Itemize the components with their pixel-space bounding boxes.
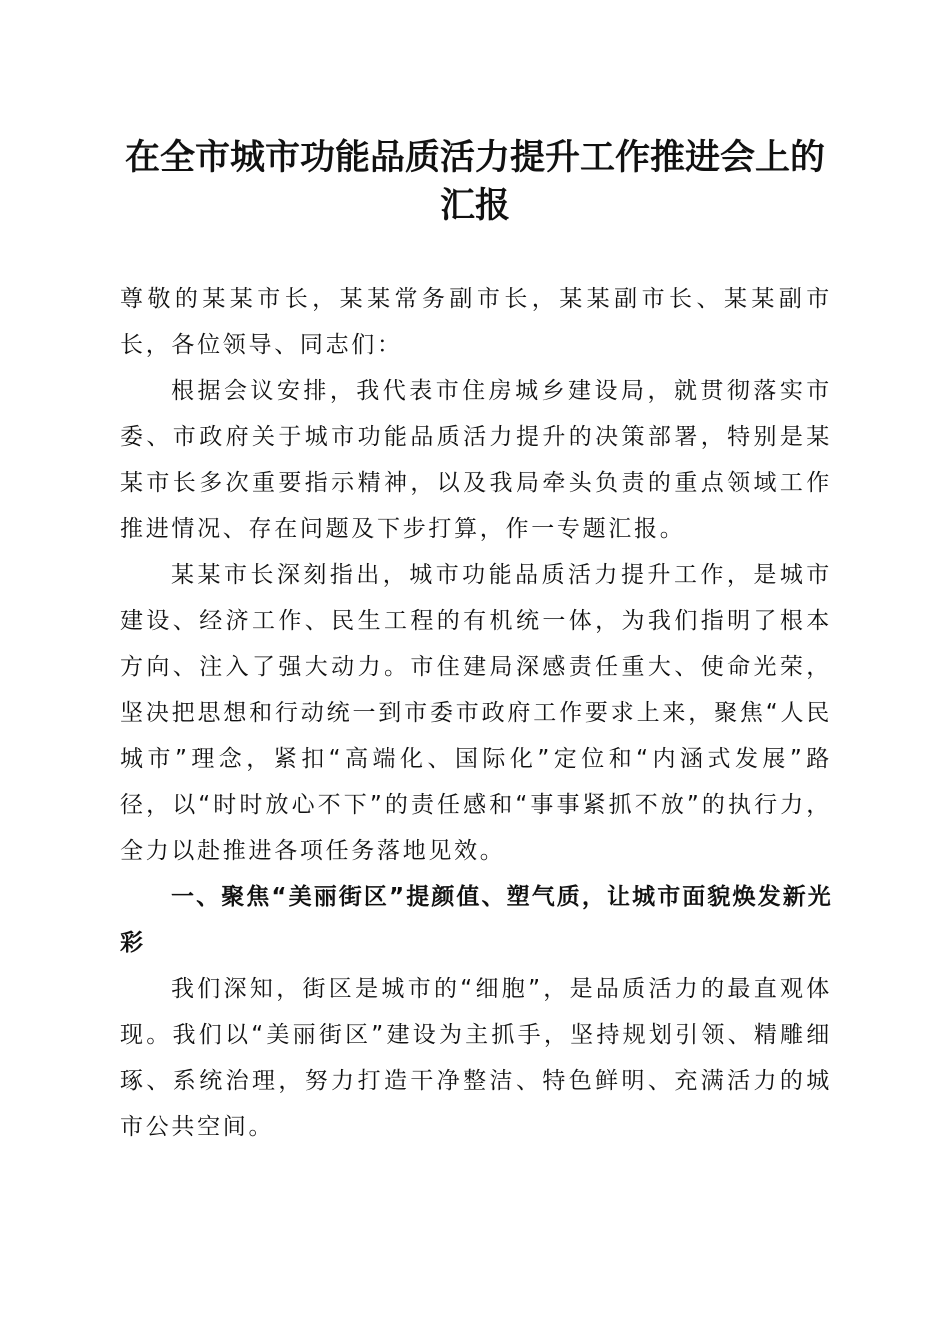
document-body bbox=[120, 276, 832, 1150]
section-heading-1: 一、聚焦“美丽街区”提颜值、塑气质，让城市面貌焕发新光彩 bbox=[120, 884, 832, 956]
paragraph-meeting-arrangement: 根据会议安排，我代表市住房城乡建设局，就贯彻落实市委、市政府关于城市功能品质活力提升的决策部署，特别是某某市长多次重要指示精神，以及我局牵头负责的重点领域工作推进情况、存在问题及下步打算，作一专题汇报。 bbox=[120, 378, 832, 542]
salutation: 尊敬的某某市长，某某常务副市长，某某副市长、某某副市长，各位领导、同志们： bbox=[120, 286, 832, 358]
paragraph-beautiful-streets: 我们深知，街区是城市的“细胞”，是品质活力的最直观体现。我们以“美丽街区”建设为主抓手，坚持规划引领、精雕细琢、系统治理，努力打造干净整洁、特色鲜明、充满活力的城市公共空间。 bbox=[120, 976, 832, 1140]
document-title bbox=[110, 134, 840, 230]
paragraph-mayor-instruction: 某某市长深刻指出，城市功能品质活力提升工作，是城市建设、经济工作、民生工程的有机统一体，为我们指明了根本方向、注入了强大动力。市住建局深感责任重大、使命光荣，坚决把思想和行动统一到市委市政府工作要求上来，聚焦“人民城市”理念，紧扣“高端化、国际化”定位和“内涵式发展”路径，以“时时放心不下”的责任感和“事事紧抓不放”的执行力，全力以赴推进各项任务落地见效。 bbox=[120, 562, 832, 864]
title-line-2: 汇报 bbox=[439, 185, 510, 226]
title-line-1: 在全市城市功能品质活力提升工作推进会上的 bbox=[124, 137, 825, 178]
